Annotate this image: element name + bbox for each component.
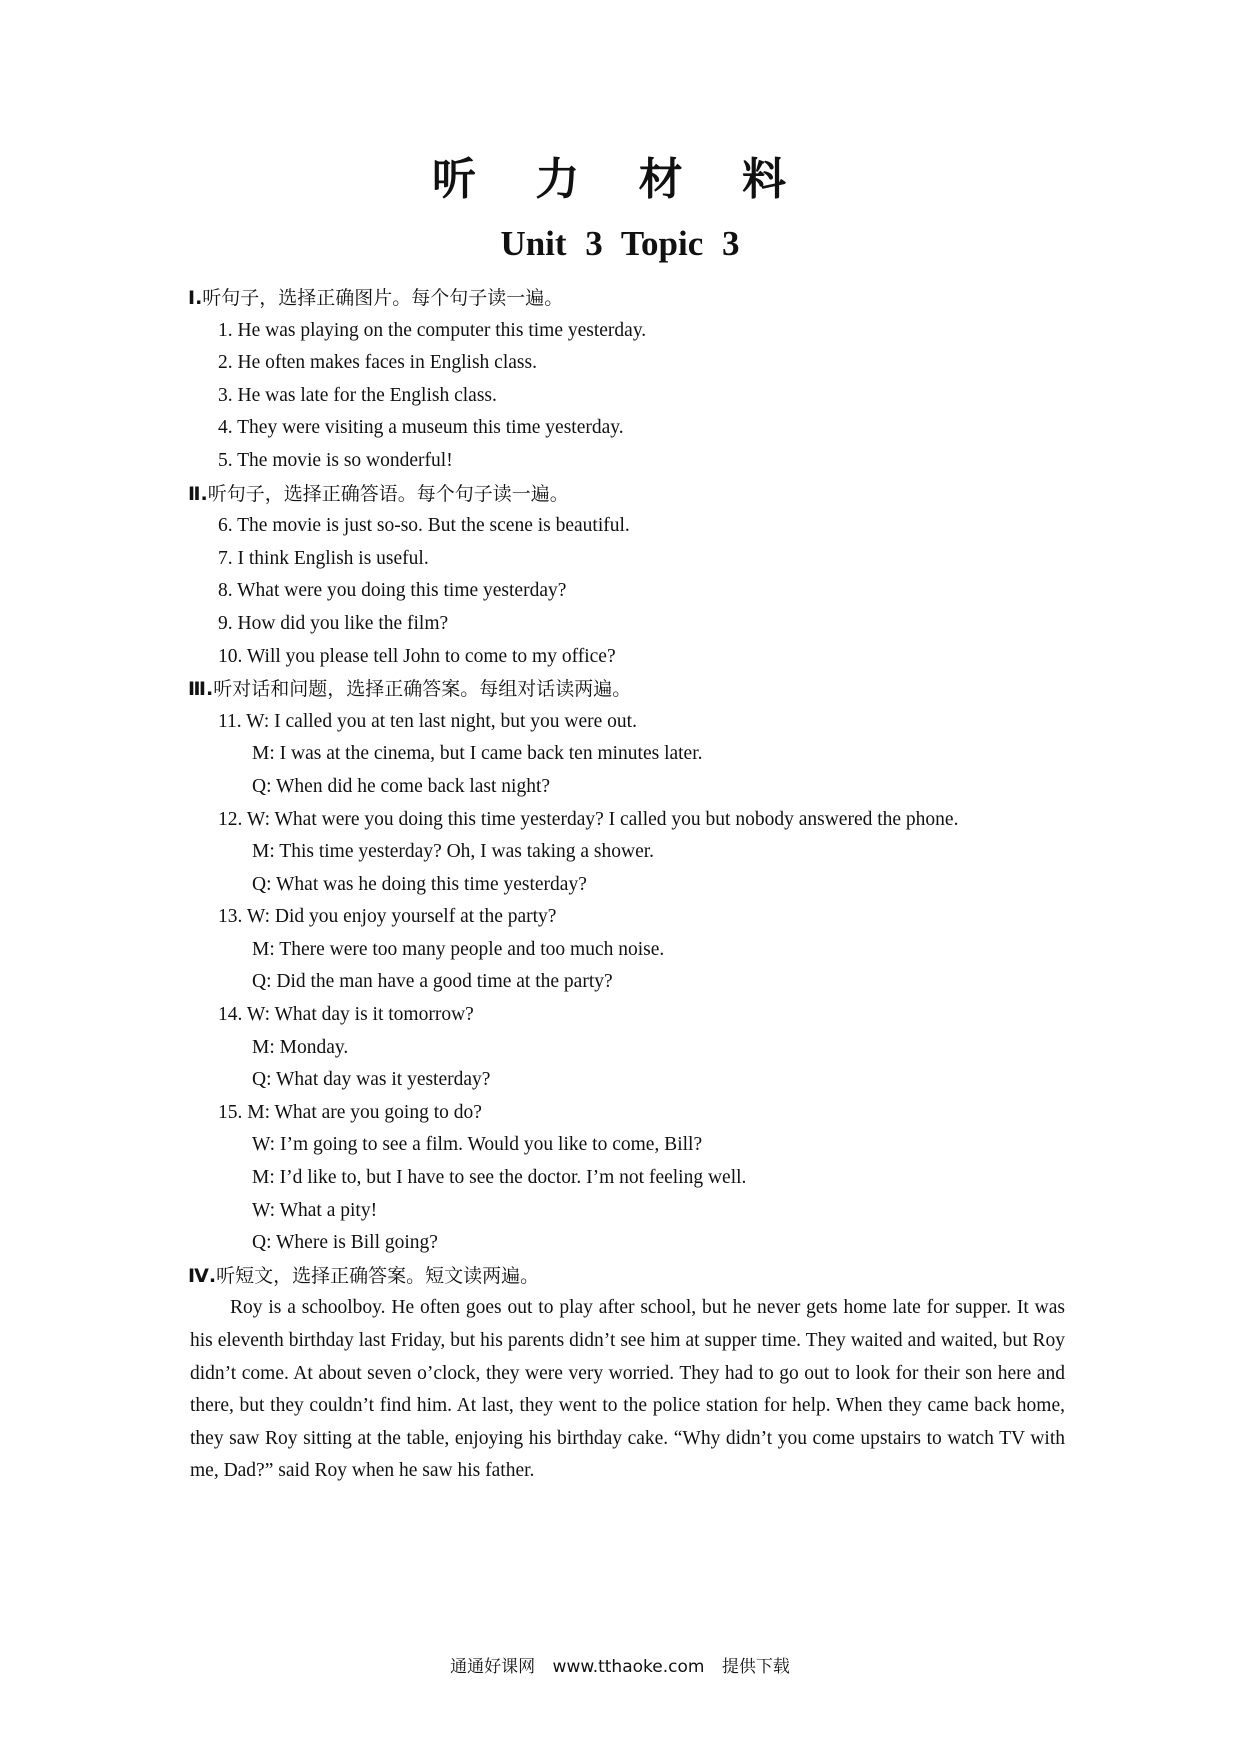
- dialog-line: M: Monday.: [252, 1036, 349, 1058]
- dialog-line: W: What a pity!: [252, 1199, 378, 1221]
- dialog-line: W: I’m going to see a film. Would you like to come, Bill?: [252, 1134, 703, 1156]
- section-instruction: 听句子，选择正确答语。每个句子读一遍。: [207, 482, 569, 505]
- dialog-line: M: I’d like to, but I have to see the doctor. I’m not feeling well.: [252, 1167, 747, 1189]
- dialog-line: 11. W: I called you at ten last night, but you were out.: [218, 710, 637, 732]
- list-item: 6. The movie is just so-so. But the scene is beautiful.: [218, 515, 630, 537]
- dialog-line: 15. M: What are you going to do?: [218, 1101, 482, 1123]
- page-title: 听 力 材 料: [432, 154, 808, 205]
- section-4-heading: [188, 1260, 1065, 1293]
- footer-url: www.tthaoke.com: [552, 1657, 705, 1677]
- dialog-line: 12. W: What were you doing this time yesterday? I called you but nobody answered the phone.: [218, 808, 959, 830]
- section-3-heading: [188, 673, 1065, 706]
- dialog-line: M: I was at the cinema, but I came back ten minutes later.: [252, 743, 703, 765]
- footer-site-name: 通通好课网: [450, 1657, 536, 1677]
- list-item: 3. He was late for the English class.: [218, 384, 497, 406]
- dialog-line: M: This time yesterday? Oh, I was taking a shower.: [252, 841, 655, 863]
- section-instruction: 听句子，选择正确图片。每个句子读一遍。: [202, 287, 564, 309]
- dialog-question: Q: What was he doing this time yesterday?: [252, 873, 587, 895]
- passage-text: Roy is a schoolboy. He often goes out to play after school, but he never gets home late for supper. It was his eleventh birthday last Friday, but his parents didn’t see him at supper time. They waited and waited, but Roy didn’t come. At about seven o’clock, they were very worried. They had to go out to look for their son here and there, but they couldn’t find him. At last, they went to the police station for help. When they came back home, they saw Roy sitting at the table, enjoying his birthday cake. “Why didn’t you come upstairs to watch TV with me, Dad?” said Roy when he saw his father.: [190, 1297, 1065, 1482]
- page-footer: [0, 1652, 1240, 1677]
- dialog-line: 14. W: What day is it tomorrow?: [218, 1004, 474, 1026]
- section-number: Ⅰ.: [188, 287, 203, 309]
- section-number: Ⅲ.: [188, 678, 214, 701]
- dialog-question: Q: Did the man have a good time at the party?: [252, 971, 613, 993]
- dialog-line: 13. W: Did you enjoy yourself at the party?: [218, 906, 557, 928]
- section-instruction: 听对话和问题，选择正确答案。每组对话读两遍。: [213, 678, 632, 701]
- list-item: 7. I think English is useful.: [218, 547, 429, 569]
- list-item: 4. They were visiting a museum this time yesterday.: [218, 417, 624, 439]
- dialog-question: Q: What day was it yesterday?: [252, 1069, 491, 1091]
- dialog-question: Q: Where is Bill going?: [252, 1232, 438, 1254]
- section-2-heading: [188, 478, 1065, 511]
- page-subtitle: Unit 3 Topic 3: [500, 224, 740, 263]
- dialog-line: M: There were too many people and too much noise.: [252, 938, 665, 960]
- footer-note: 提供下载: [721, 1657, 790, 1677]
- document-body: [190, 282, 1065, 1488]
- list-item: 2. He often makes faces in English class.: [218, 352, 537, 374]
- section-number: Ⅱ.: [188, 482, 208, 505]
- list-item: 1. He was playing on the computer this time yesterday.: [218, 319, 647, 341]
- section-number: Ⅳ.: [188, 1264, 217, 1287]
- section-1-heading: [188, 282, 1065, 315]
- section-instruction: 听短文，选择正确答案。短文读两遍。: [216, 1264, 540, 1287]
- list-item: 5. The movie is so wonderful!: [218, 449, 453, 471]
- dialog-question: Q: When did he come back last night?: [252, 775, 551, 797]
- list-item: 8. What were you doing this time yesterday?: [218, 580, 567, 602]
- list-item: 9. How did you like the film?: [218, 612, 449, 634]
- list-item: 10. Will you please tell John to come to my office?: [218, 645, 616, 667]
